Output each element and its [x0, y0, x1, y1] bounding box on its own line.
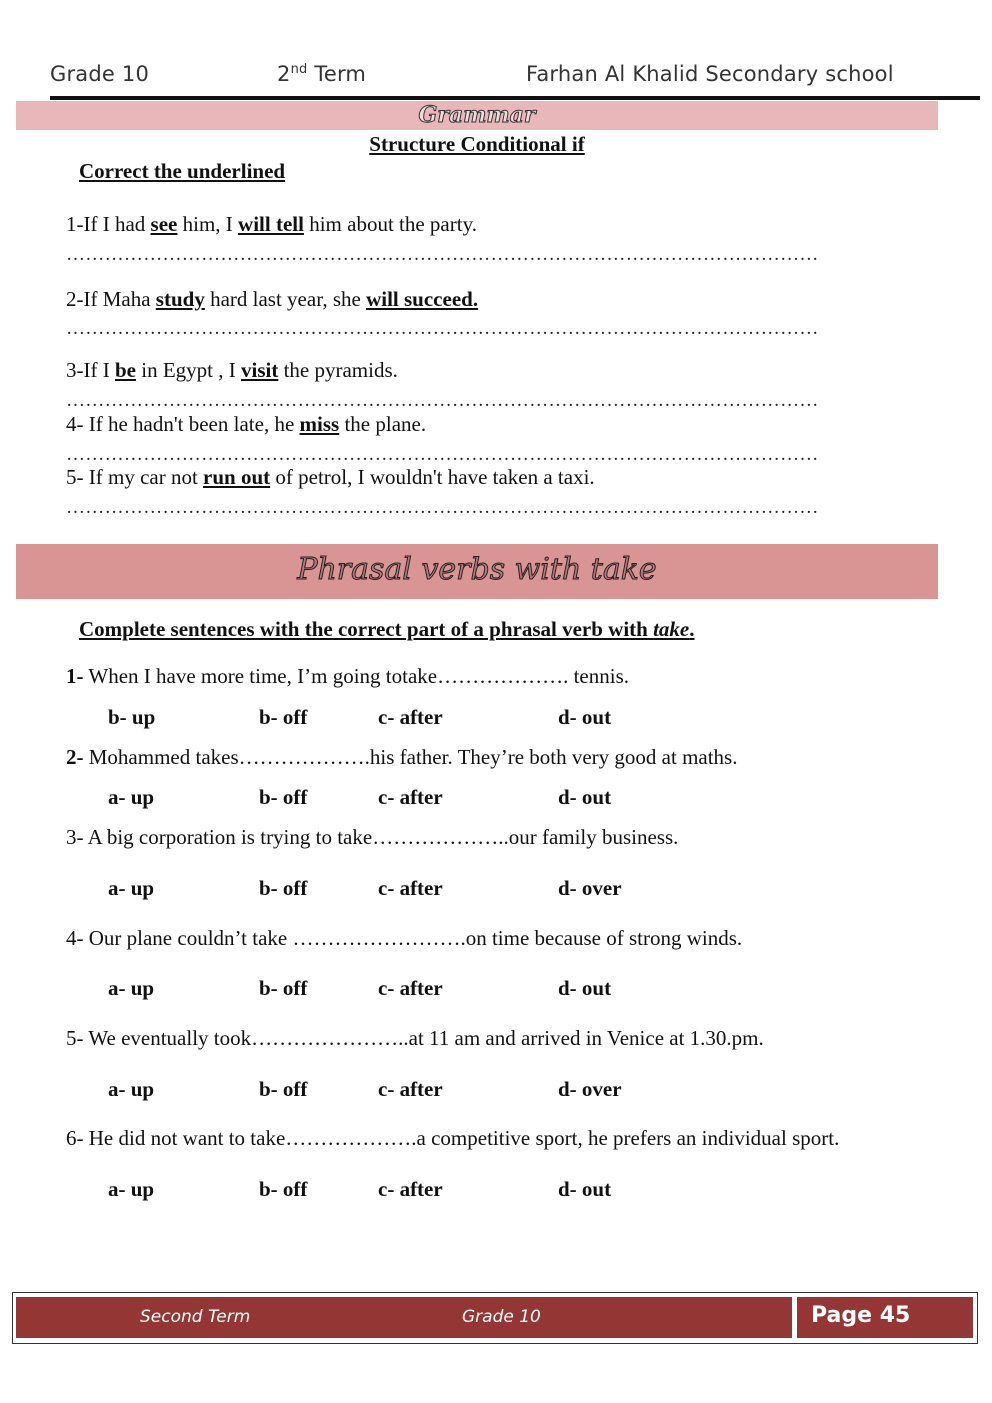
q-text: 5- If my car not [66, 465, 204, 489]
q-number: 1- [66, 664, 84, 688]
phrasal-question-2 [66, 745, 737, 770]
option-c[interactable]: c- after [378, 1077, 443, 1101]
phrasal-question-6: 6- He did not want to take……………….a competitive sport, he prefers an individual sport. [66, 1126, 840, 1150]
q-text: 1-If I had [66, 212, 151, 236]
phrasal-title: Phrasal verbs with take [297, 552, 657, 587]
answer-line-2[interactable]: ……………………………………………………………………………………………………… [66, 318, 819, 339]
option-b[interactable]: b- off [259, 785, 308, 809]
option-d[interactable]: d- out [558, 705, 612, 729]
option-d[interactable]: d- out [558, 976, 612, 1000]
instr-text: Complete sentences with the correct part of a phrasal verb with [79, 617, 654, 641]
q-number: 2- [66, 745, 84, 769]
answer-line-3[interactable]: ……………………………………………………………………………………………………… [66, 390, 819, 411]
grammar-question-3 [66, 358, 398, 383]
option-d[interactable]: d- over [558, 1077, 622, 1101]
q-text: the plane. [339, 412, 427, 436]
option-b[interactable]: b- off [259, 976, 308, 1000]
grammar-question-2 [66, 287, 478, 312]
option-c[interactable]: c- after [378, 876, 443, 900]
footer-bar [16, 1297, 792, 1338]
answer-line-5[interactable]: ……………………………………………………………………………………………………… [66, 497, 819, 518]
q-text: of petrol, I wouldn't have taken a taxi. [270, 465, 595, 489]
instr-em: take [653, 617, 690, 641]
option-c[interactable]: c- after [378, 705, 443, 729]
header-term-sup: nd [290, 62, 308, 77]
grammar-question-1 [66, 212, 477, 237]
q-text: 4- If he hadn't been late, he [66, 412, 300, 436]
q-underlined: miss [299, 412, 340, 436]
option-c[interactable]: c- after [378, 1177, 443, 1201]
q-text: When I have more time, I’m going totake………………. tennis. [83, 664, 629, 688]
q-underlined: will succeed. [366, 287, 479, 311]
option-a[interactable]: a- up [108, 1077, 155, 1101]
q-text: him about the party. [303, 212, 477, 236]
q-underlined: will tell [238, 212, 304, 236]
header-term-num: 2 [277, 62, 291, 86]
q-text: the pyramids. [278, 358, 398, 382]
option-a[interactable]: a- up [108, 785, 155, 809]
phrasal-question-4: 4- Our plane couldn’t take …………………….on time because of strong winds. [66, 926, 743, 950]
structure-title: Structure Conditional if [369, 132, 585, 156]
option-b[interactable]: b- off [259, 705, 308, 729]
option-c[interactable]: c- after [378, 976, 443, 1000]
q-underlined: be [114, 358, 136, 382]
q-underlined: study [155, 287, 205, 311]
footer-term: Second Term [140, 1307, 251, 1327]
q-underlined: see [150, 212, 178, 236]
header-rule [50, 96, 980, 100]
q-text: 2-If Maha [66, 287, 156, 311]
answer-line-4[interactable]: ……………………………………………………………………………………………………… [66, 444, 819, 465]
option-c[interactable]: c- after [378, 785, 443, 809]
option-a[interactable]: a- up [108, 1177, 155, 1201]
q-underlined: run out [203, 465, 271, 489]
option-b[interactable]: b- off [259, 1077, 308, 1101]
q-text: him, I [177, 212, 239, 236]
option-d[interactable]: d- over [558, 876, 622, 900]
answer-line-1[interactable]: ……………………………………………………………………………………………………… [66, 244, 819, 265]
q-underlined: visit [240, 358, 279, 382]
option-d[interactable]: d- out [558, 1177, 612, 1201]
option-d[interactable]: d- out [558, 785, 612, 809]
option-a[interactable]: b- up [108, 705, 156, 729]
option-b[interactable]: b- off [259, 1177, 308, 1201]
header-term [277, 62, 366, 86]
page-number: Page 45 [811, 1303, 911, 1328]
grammar-question-5 [66, 465, 595, 490]
option-b[interactable]: b- off [259, 876, 308, 900]
phrasal-question-1 [66, 664, 629, 689]
grammar-question-4 [66, 412, 426, 437]
q-text: hard last year, she [204, 287, 367, 311]
grammar-title: Grammar [418, 102, 536, 128]
phrasal-question-5: 5- We eventually took…………………..at 11 am and arrived in Venice at 1.30.pm. [66, 1026, 764, 1050]
phrasal-question-3: 3- A big corporation is trying to take………………..our family business. [66, 825, 679, 849]
header-term-word: Term [314, 62, 367, 86]
header-school: Farhan Al Khalid Secondary school [526, 62, 894, 86]
grammar-instruction: Correct the underlined [79, 159, 286, 183]
q-text: in Egypt , I [135, 358, 241, 382]
q-text: Mohammed takes……………….his father. They’re both very good at maths. [83, 745, 738, 769]
q-text: 3-If I [66, 358, 115, 382]
phrasal-instruction [79, 617, 695, 642]
header-grade: Grade 10 [50, 62, 150, 86]
option-a[interactable]: a- up [108, 976, 155, 1000]
footer-grade: Grade 10 [462, 1307, 541, 1327]
instr-text: . [689, 617, 695, 641]
option-a[interactable]: a- up [108, 876, 155, 900]
